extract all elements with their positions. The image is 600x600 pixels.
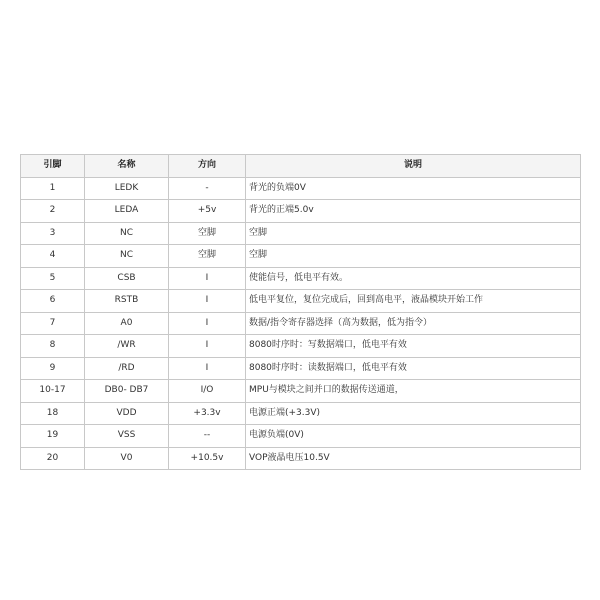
cell-description: 8080时序时：读数据端口，低电平有效 xyxy=(246,357,581,380)
table-row xyxy=(21,402,581,425)
cell-pin: 1 xyxy=(21,177,85,200)
cell-pin: 3 xyxy=(21,222,85,245)
cell-description: VOP液晶电压10.5V xyxy=(246,447,581,470)
cell-name: LEDA xyxy=(85,200,169,223)
cell-name: /RD xyxy=(85,357,169,380)
header-pin: 引脚 xyxy=(21,155,85,178)
cell-description: 电源正端(+3.3V) xyxy=(246,402,581,425)
cell-name: VSS xyxy=(85,425,169,448)
table-row xyxy=(21,312,581,335)
cell-pin: 20 xyxy=(21,447,85,470)
cell-pin: 7 xyxy=(21,312,85,335)
cell-name: CSB xyxy=(85,267,169,290)
table-header-row xyxy=(21,155,581,178)
cell-direction: I xyxy=(169,357,246,380)
cell-description: 空脚 xyxy=(246,245,581,268)
cell-description: 8080时序时：写数据端口，低电平有效 xyxy=(246,335,581,358)
cell-description: 低电平复位，复位完成后，回到高电平，液晶模块开始工作 xyxy=(246,290,581,313)
table-row xyxy=(21,357,581,380)
cell-direction: 空脚 xyxy=(169,245,246,268)
cell-description: 电源负端(0V) xyxy=(246,425,581,448)
cell-pin: 5 xyxy=(21,267,85,290)
table-row xyxy=(21,267,581,290)
table-row xyxy=(21,380,581,403)
table-row xyxy=(21,335,581,358)
cell-direction: -- xyxy=(169,425,246,448)
table-row xyxy=(21,290,581,313)
cell-direction: I xyxy=(169,290,246,313)
cell-description: 背光的正端5.0v xyxy=(246,200,581,223)
table-row xyxy=(21,447,581,470)
table-row xyxy=(21,200,581,223)
cell-name: DB0- DB7 xyxy=(85,380,169,403)
table-row xyxy=(21,245,581,268)
cell-direction: I xyxy=(169,267,246,290)
cell-direction: I xyxy=(169,312,246,335)
cell-pin: 6 xyxy=(21,290,85,313)
cell-direction: +3.3v xyxy=(169,402,246,425)
cell-name: VDD xyxy=(85,402,169,425)
cell-direction: I xyxy=(169,335,246,358)
cell-pin: 8 xyxy=(21,335,85,358)
header-direction: 方向 xyxy=(169,155,246,178)
cell-direction: I/O xyxy=(169,380,246,403)
cell-name: LEDK xyxy=(85,177,169,200)
cell-pin: 10-17 xyxy=(21,380,85,403)
cell-pin: 4 xyxy=(21,245,85,268)
cell-pin: 19 xyxy=(21,425,85,448)
cell-pin: 18 xyxy=(21,402,85,425)
cell-name: /WR xyxy=(85,335,169,358)
cell-description: MPU与模块之间并口的数据传送通道， xyxy=(246,380,581,403)
table-row xyxy=(21,425,581,448)
cell-name: RSTB xyxy=(85,290,169,313)
cell-description: 背光的负端0V xyxy=(246,177,581,200)
cell-direction: - xyxy=(169,177,246,200)
table-body xyxy=(21,177,581,470)
cell-direction: 空脚 xyxy=(169,222,246,245)
pin-definition-table xyxy=(20,154,581,470)
table-row xyxy=(21,222,581,245)
cell-description: 数据/指令寄存器选择（高为数据，低为指令） xyxy=(246,312,581,335)
cell-direction: +10.5v xyxy=(169,447,246,470)
cell-name: NC xyxy=(85,222,169,245)
header-name: 名称 xyxy=(85,155,169,178)
cell-name: A0 xyxy=(85,312,169,335)
cell-description: 使能信号，低电平有效。 xyxy=(246,267,581,290)
header-description: 说明 xyxy=(246,155,581,178)
cell-name: NC xyxy=(85,245,169,268)
cell-name: V0 xyxy=(85,447,169,470)
cell-direction: +5v xyxy=(169,200,246,223)
table-row xyxy=(21,177,581,200)
cell-pin: 9 xyxy=(21,357,85,380)
cell-pin: 2 xyxy=(21,200,85,223)
cell-description: 空脚 xyxy=(246,222,581,245)
